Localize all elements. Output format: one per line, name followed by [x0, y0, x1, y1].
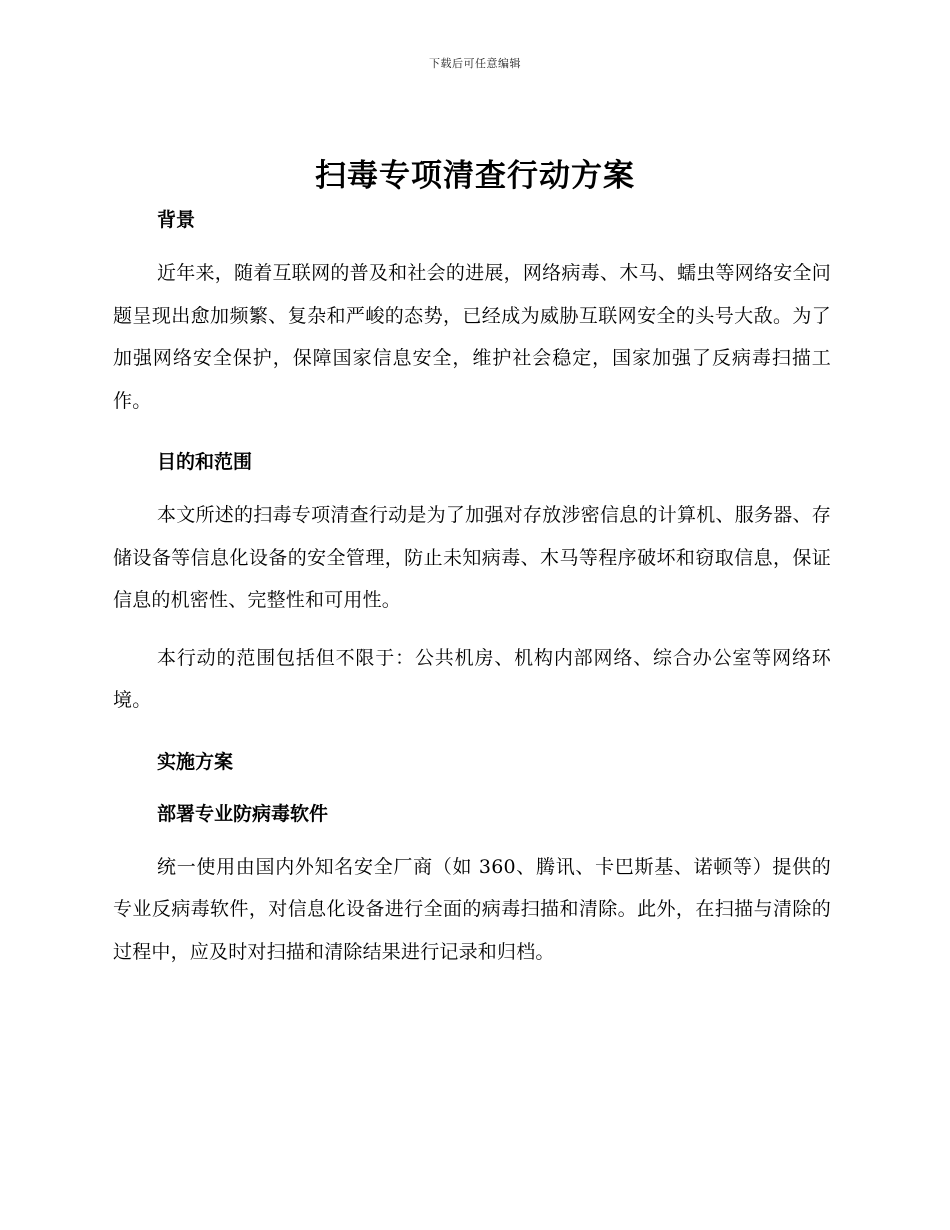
paragraph-software: 统一使用由国内外知名安全厂商（如 360、腾讯、卡巴斯基、诺顿等）提供的专业反病毒软件，对信息化设备进行全面的病毒扫描和清除。此外，在扫描与清除的过程中，应及时对扫描和清除结果进行记录和归档。 — [113, 855, 831, 963]
section-heading-plan: 实施方案 — [157, 750, 234, 773]
page-header: 下载后可任意编辑 — [429, 57, 521, 70]
section-heading-purpose: 目的和范围 — [157, 451, 253, 473]
document-title: 扫毒专项清查行动方案 — [315, 158, 635, 194]
section-heading-background: 背景 — [157, 209, 196, 231]
subsection-heading-software: 部署专业防病毒软件 — [157, 802, 329, 825]
paragraph-purpose: 本文所述的扫毒专项清查行动是为了加强对存放涉密信息的计算机、服务器、存储设备等信息化设备的安全管理，防止未知病毒、木马等程序破坏和窃取信息，保证信息的机密性、完整性和可用性。 — [113, 504, 831, 611]
document-body — [113, 200, 831, 973]
paragraph-scope: 本行动的范围包括但不限于：公共机房、机构内部网络、综合办公室等网络环境。 — [113, 646, 831, 711]
paragraph-background: 近年来，随着互联网的普及和社会的进展，网络病毒、木马、蠕虫等网络安全问题呈现出愈加频繁、复杂和严峻的态势，已经成为威胁互联网安全的头号大敌。为了加强网络安全保护，保障国家信息安全，维护社会稳定，国家加强了反病毒扫描工作。 — [113, 262, 831, 412]
